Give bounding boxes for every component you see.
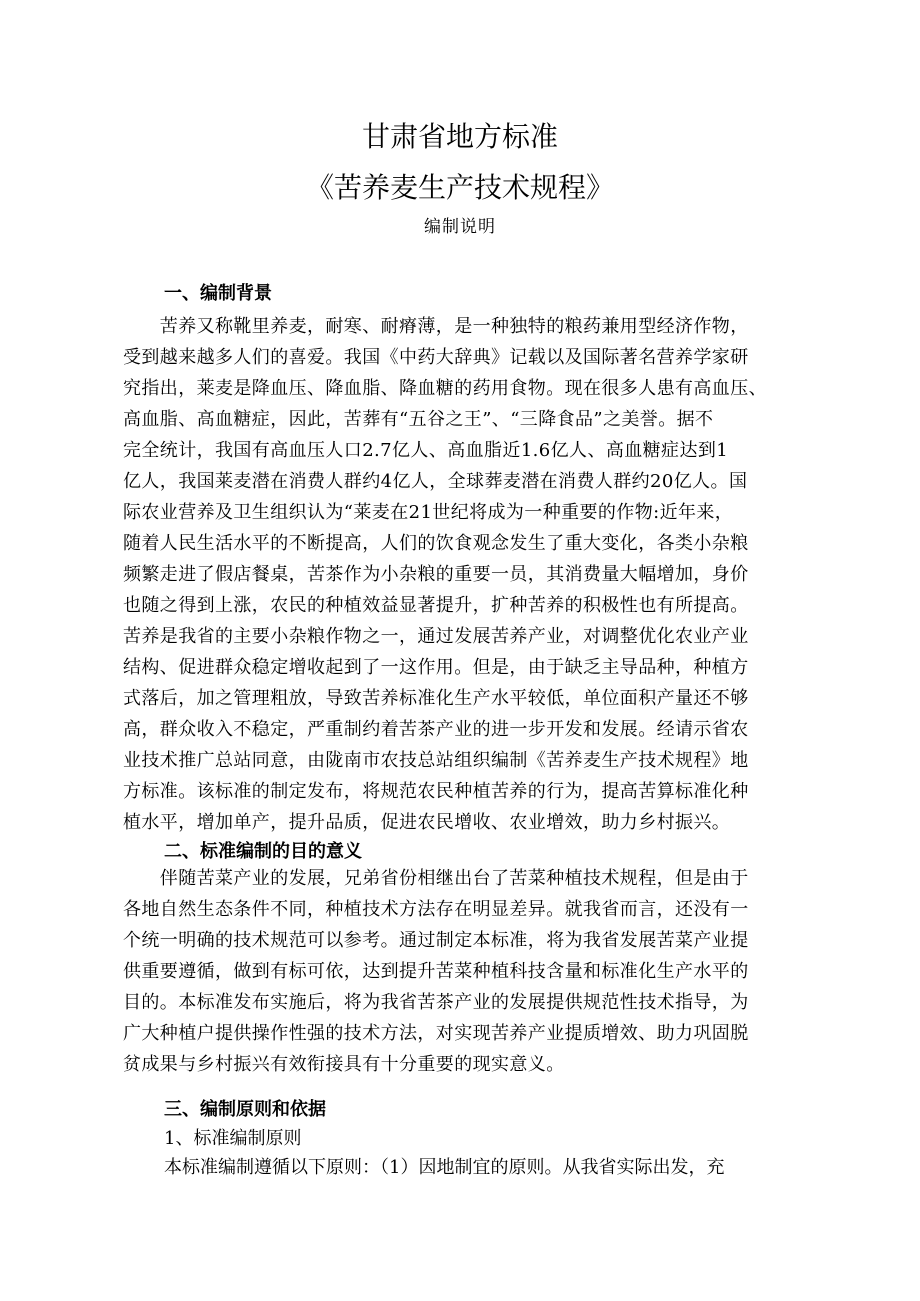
body-line: 高血脂、高血糖症，因此，苦葬有“五谷之王”、“三降食品”之美誉。据不 [123,409,714,430]
body-line: 广大种植户提供操作性强的技术方法，对实现苦养产业提质增效、助力巩固脱 [123,1023,749,1044]
body-line: 业技术推广总站同意，由陇南市农技总站组织编制《苦养麦生产技术规程》地 [123,750,749,771]
body-line: 伴随苦菜产业的发展，兄弟省份相继出台了苦菜种植技术规程，但是由于 [123,868,749,889]
body-line: 各地自然生态条件不同，种植技术方法存在明显差异。就我省而言，还没有一 [123,899,749,920]
section-body-background [123,311,817,838]
body-line: 受到越来越多人们的喜爱。我国《中药大辞典》记载以及国际著名营养学家研 [123,347,749,368]
body-line: 完全统计，我国有高血压人口2.7亿人、高血脂近1.6亿人、高血糖症达到1 [123,440,729,461]
body-line: 贫成果与乡村振兴有效衔接具有十分重要的现实意义。 [123,1054,565,1075]
body-line: 苦养又称靴里养麦，耐寒、耐瘠薄，是一种独特的粮药兼用型经济作物， [123,316,749,337]
body-line: 本标准编制遵循以下原则：（1）因地制宜的原则。从我省实际出发，充 [164,1157,725,1178]
body-line: 际农业营养及卫生组织认为“莱麦在21世纪将成为一种重要的作物:近年来， [123,502,734,523]
body-line: 目的。本标准发布实施后，将为我省苦茶产业的发展提供规范性技术指导，为 [123,992,749,1013]
section-heading-purpose: 二、标准编制的目的意义 [164,841,362,862]
body-line: 究指出，莱麦是降血压、降血脂、降血糖的药用食物。现在很多人患有高血压、 [123,378,767,399]
body-line: 也随之得到上涨，农民的种植效益显著提升，扩种苦养的积极性也有所提高。 [123,595,749,616]
sub-heading-principles: 1、标准编制原则 [164,1128,302,1149]
document-title: 甘肃省地方标准 [361,120,558,153]
section-body-purpose [123,863,817,1080]
body-line: 频繁走进了假店餐桌，苦茶作为小杂粮的重要一员，其消费量大幅增加，身价 [123,564,749,585]
body-line: 随着人民生活水平的不断提高，人们的饮食观念发生了重大变化，各类小杂粮 [123,533,749,554]
section-heading-principles: 三、编制原则和依据 [164,1099,326,1120]
body-line: 亿人，我国莱麦潜在消费人群约4亿人，全球葬麦潜在消费人群约20亿人。国 [123,471,748,492]
body-line: 高，群众收入不稳定，严重制约着苦茶产业的进一步开发和发展。经请示省农 [123,719,749,740]
document-subtitle: 《苦养麦生产技术规程》 [305,171,614,204]
body-line: 方标准。该标准的制定发布，将规范农民种植苦养的行为，提高苦算标准化种 [123,781,749,802]
section-heading-background: 一、编制背景 [164,283,272,304]
body-line: 供重要遵循，做到有标可依，达到提升苦菜种植科技含量和标准化生产水平的 [123,961,749,982]
body-line: 苦养是我省的主要小杂粮作物之一，通过发展苦养产业，对调整优化农业产业 [123,626,749,647]
body-line: 结构、促进群众稳定增收起到了一这作用。但是，由于缺乏主导品种，种植方 [123,657,749,678]
body-line: 式落后，加之管理粗放，导致苦养标准化生产水平较低，单位面积产量还不够 [123,688,749,709]
document-type-label: 编制说明 [424,217,496,237]
body-line: 植水平，增加单产，提升品质，促进农民增收、农业增效，助力乡村振兴。 [123,812,731,833]
body-line: 个统一明确的技术规范可以参考。通过制定本标准，将为我省发展苦菜产业提 [123,930,749,951]
